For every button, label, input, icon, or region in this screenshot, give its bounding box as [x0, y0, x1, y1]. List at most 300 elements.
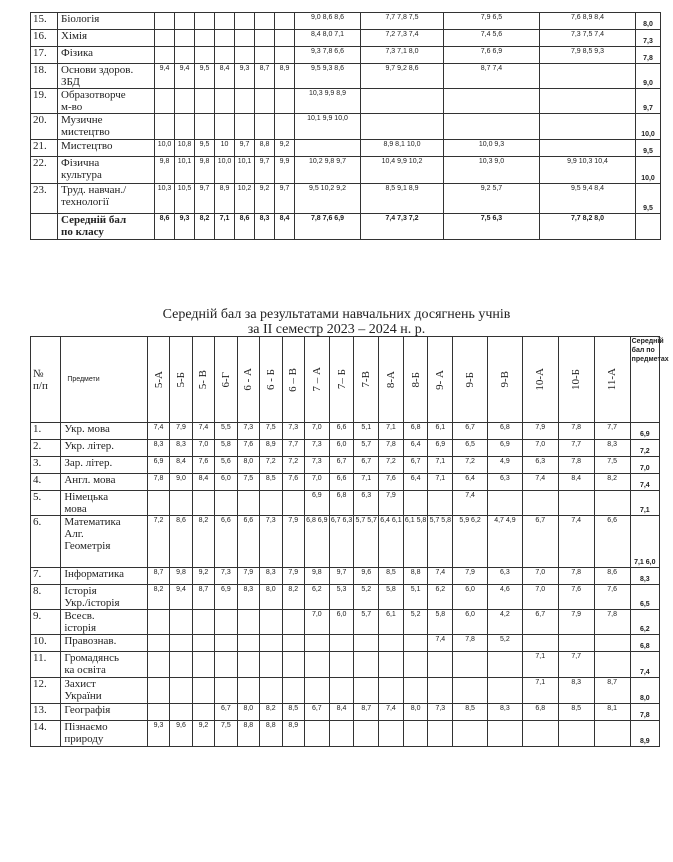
- grade-cell: [522, 721, 558, 747]
- grade-cell: 9,2: [255, 184, 275, 214]
- average-cell: 9,5: [636, 140, 661, 157]
- grade-cell: 6,0: [453, 610, 488, 635]
- average-cell: 8,0: [630, 678, 659, 704]
- grade-cell: [379, 652, 404, 678]
- grade-cell: 8,7: [594, 678, 630, 704]
- grade-cell: 7,4: [147, 423, 169, 440]
- row-number: 19.: [31, 89, 58, 114]
- grade-cell: 9,6: [354, 568, 379, 585]
- grade-cell: [170, 704, 192, 721]
- subject-row: [31, 610, 660, 635]
- grade-cell: 7,9: [170, 423, 192, 440]
- grade-cell: 6,6: [237, 516, 259, 568]
- grade-cell: 6,4: [403, 440, 428, 457]
- grade-cell: 8,4: [275, 214, 295, 240]
- grade-cell: [282, 678, 304, 704]
- grade-cell: 7,3: [428, 704, 453, 721]
- grade-cell: 8,6: [594, 568, 630, 585]
- grade-cell: [488, 721, 523, 747]
- grade-cell: 6,8: [488, 423, 523, 440]
- grade-cell: 9,7 9,2 8,6: [361, 64, 444, 89]
- subject-name: Правознав.: [61, 635, 147, 652]
- grade-cell: 8,7: [354, 704, 379, 721]
- grade-cell: 9,2 5,7: [444, 184, 540, 214]
- subject-name: Математика Алг. Геометрія: [61, 516, 147, 568]
- class-header: [192, 337, 214, 423]
- subject-row: [31, 704, 660, 721]
- grade-cell: [260, 491, 282, 516]
- grade-cell: 8,2: [147, 585, 169, 610]
- grade-cell: [275, 47, 295, 64]
- grade-cell: 7,8: [558, 568, 594, 585]
- grade-cell: 6,2: [304, 585, 329, 610]
- row-number: 1.: [31, 423, 61, 440]
- top-table-row: [31, 157, 661, 184]
- grade-cell: [295, 140, 361, 157]
- grade-cell: 5,2: [354, 585, 379, 610]
- grade-cell: 7,9 8,5 9,3: [540, 47, 636, 64]
- grade-cell: [235, 89, 255, 114]
- class-label: 5-А: [152, 370, 165, 389]
- grade-cell: [453, 678, 488, 704]
- class-label: 8-Б: [409, 371, 422, 388]
- class-label: 7 – А: [310, 367, 323, 392]
- row-number: 5.: [31, 491, 61, 516]
- grade-cell: 6,7: [522, 516, 558, 568]
- grade-cell: [147, 704, 169, 721]
- average-cell: 7,3: [636, 30, 661, 47]
- grade-cell: 8,5: [558, 704, 594, 721]
- average-cell: 9,5: [636, 184, 661, 214]
- grade-cell: 7,0: [522, 585, 558, 610]
- grade-cell: 10,3: [155, 184, 175, 214]
- report-title: Середній бал за результатами навчальних досягнень учнів: [162, 307, 511, 322]
- average-cell: 10,0: [636, 114, 661, 140]
- grade-cell: [428, 721, 453, 747]
- grade-cell: 8,8: [255, 140, 275, 157]
- grade-cell: 7,3: [260, 516, 282, 568]
- grade-cell: 8,2: [195, 214, 215, 240]
- subject-row: [31, 457, 660, 474]
- class-label: 5-Б: [174, 371, 187, 388]
- grade-cell: [282, 491, 304, 516]
- grade-cell: [170, 635, 192, 652]
- grade-cell: 9,7: [275, 184, 295, 214]
- grade-cell: [329, 678, 354, 704]
- grade-cell: [195, 13, 215, 30]
- grade-cell: 7,0: [522, 568, 558, 585]
- grade-cell: [215, 610, 237, 635]
- grade-cell: 10,1 9,9 10,0: [295, 114, 361, 140]
- grade-cell: [155, 13, 175, 30]
- grade-cell: 6,8: [329, 491, 354, 516]
- average-cell: 7,4: [630, 474, 659, 491]
- grade-cell: [147, 678, 169, 704]
- grade-cell: [175, 114, 195, 140]
- grade-cell: [594, 721, 630, 747]
- average-cell: 8,0: [636, 13, 661, 30]
- row-number: [31, 214, 58, 240]
- grade-cell: 7,3: [237, 423, 259, 440]
- subject-name: Пізнаємо природу: [61, 721, 147, 747]
- grade-cell: 8,7: [147, 568, 169, 585]
- grade-cell: [444, 89, 540, 114]
- grade-cell: 4,9: [488, 457, 523, 474]
- grade-cell: 7,1: [522, 678, 558, 704]
- grade-cell: 6,4: [453, 474, 488, 491]
- grade-cell: [594, 491, 630, 516]
- class-header: [522, 337, 558, 423]
- grade-cell: 6,3: [354, 491, 379, 516]
- grade-cell: [192, 491, 214, 516]
- grade-cell: 5,5: [215, 423, 237, 440]
- grade-cell: 7,6: [594, 585, 630, 610]
- grade-cell: 7,8: [558, 423, 594, 440]
- grade-cell: 8,5 9,1 8,9: [361, 184, 444, 214]
- grade-cell: [255, 114, 275, 140]
- grade-cell: 6,5: [453, 440, 488, 457]
- subject-name: Основи здоров. ЗБД: [58, 64, 155, 89]
- class-label: 6 - А: [242, 368, 255, 391]
- grade-cell: [403, 635, 428, 652]
- row-number: 9.: [31, 610, 61, 635]
- grade-cell: 6,6: [329, 474, 354, 491]
- grade-cell: 8,9: [275, 64, 295, 89]
- top-table-row: [31, 140, 661, 157]
- grade-cell: [329, 652, 354, 678]
- grade-cell: 5,3: [329, 585, 354, 610]
- subject-name: Образотворче м-во: [58, 89, 155, 114]
- grade-cell: [304, 721, 329, 747]
- grade-cell: [215, 652, 237, 678]
- grade-cell: [540, 89, 636, 114]
- grade-cell: 8,3: [255, 214, 275, 240]
- grade-cell: 10,3 9,9 8,9: [295, 89, 361, 114]
- class-header: [215, 337, 237, 423]
- subject-row: [31, 516, 660, 568]
- class-label: 11-А: [606, 368, 619, 391]
- row-number: 11.: [31, 652, 61, 678]
- grade-cell: 10,4 9,9 10,2: [361, 157, 444, 184]
- grade-cell: 7,0: [304, 610, 329, 635]
- average-cell: 7,2: [630, 440, 659, 457]
- grade-cell: 8,9 8,1 10,0: [361, 140, 444, 157]
- grade-cell: 5,1: [354, 423, 379, 440]
- class-header: [170, 337, 192, 423]
- average-cell: 7,1 6,0: [630, 516, 659, 568]
- row-number: 17.: [31, 47, 58, 64]
- grade-cell: 5,7 5,7: [354, 516, 379, 568]
- grade-cell: [192, 635, 214, 652]
- grade-cell: 7,1: [428, 457, 453, 474]
- grade-cell: 6,7: [329, 457, 354, 474]
- grade-cell: 8,4: [329, 704, 354, 721]
- grade-cell: [260, 635, 282, 652]
- grade-cell: 8,6: [155, 214, 175, 240]
- average-cell: 9,0: [636, 64, 661, 89]
- grade-cell: 8,4: [170, 457, 192, 474]
- grade-cell: 7,1: [522, 652, 558, 678]
- grade-cell: 7,1: [215, 214, 235, 240]
- average-cell: 8,9: [630, 721, 659, 747]
- grade-cell: 8,9: [215, 184, 235, 214]
- grade-cell: 7,7: [558, 652, 594, 678]
- grade-cell: [235, 114, 255, 140]
- grade-cell: [403, 491, 428, 516]
- grade-cell: 7,6: [192, 457, 214, 474]
- grade-cell: [170, 652, 192, 678]
- row-number: 15.: [31, 13, 58, 30]
- grade-cell: [175, 30, 195, 47]
- subject-row: [31, 440, 660, 457]
- class-header: [558, 337, 594, 423]
- row-number: 20.: [31, 114, 58, 140]
- grade-cell: [275, 30, 295, 47]
- grade-cell: [594, 652, 630, 678]
- row-number: 21.: [31, 140, 58, 157]
- class-label: 6 – В: [287, 367, 300, 392]
- grade-cell: 6,9: [428, 440, 453, 457]
- grade-cell: 8,7: [192, 585, 214, 610]
- class-header: [379, 337, 404, 423]
- grade-cell: 10,0 9,3: [444, 140, 540, 157]
- row-number: 12.: [31, 678, 61, 704]
- grade-cell: 10: [215, 140, 235, 157]
- second-semester-table: [30, 336, 669, 747]
- subject-name: Німецька мова: [61, 491, 147, 516]
- grade-cell: 9,7: [329, 568, 354, 585]
- grade-cell: 9,7: [235, 140, 255, 157]
- row-number: 3.: [31, 457, 61, 474]
- grade-cell: 7,4: [522, 474, 558, 491]
- grade-cell: 8,3: [237, 585, 259, 610]
- grade-cell: 9,5: [195, 140, 215, 157]
- grade-cell: 6,3: [522, 457, 558, 474]
- grade-cell: 6,4: [403, 474, 428, 491]
- grade-cell: 7,9: [453, 568, 488, 585]
- grade-cell: 6,7: [215, 704, 237, 721]
- grade-cell: 7,5: [237, 474, 259, 491]
- grade-cell: [235, 13, 255, 30]
- header-subjects: Предмети: [61, 337, 147, 423]
- grade-cell: 8,3: [260, 568, 282, 585]
- grade-cell: 8,0: [237, 704, 259, 721]
- grade-cell: 5,1: [403, 585, 428, 610]
- grade-cell: [329, 635, 354, 652]
- subject-name: Музичне мистецтво: [58, 114, 155, 140]
- grade-cell: 10,5: [175, 184, 195, 214]
- average-cell: 9,7: [636, 89, 661, 114]
- row-number: 4.: [31, 474, 61, 491]
- class-header: [403, 337, 428, 423]
- grade-cell: 8,8: [260, 721, 282, 747]
- average-cell: 6,5: [630, 585, 659, 610]
- grade-cell: 8,4: [192, 474, 214, 491]
- grade-cell: 7,2: [379, 457, 404, 474]
- grade-cell: 6,7: [453, 423, 488, 440]
- grade-cell: 9,7: [255, 157, 275, 184]
- row-number: 14.: [31, 721, 61, 747]
- grade-cell: [379, 635, 404, 652]
- grade-cell: [215, 678, 237, 704]
- grade-cell: [260, 652, 282, 678]
- grade-cell: 9,4: [155, 64, 175, 89]
- grade-cell: [275, 13, 295, 30]
- grade-cell: 6,7: [522, 610, 558, 635]
- grade-cell: [304, 652, 329, 678]
- grade-cell: 5,6: [215, 457, 237, 474]
- class-label: 10-Б: [570, 369, 583, 390]
- grade-cell: 7,2: [282, 457, 304, 474]
- grade-cell: 7,4: [192, 423, 214, 440]
- subject-row: [31, 585, 660, 610]
- grade-cell: [304, 678, 329, 704]
- subject-name: Фізика: [58, 47, 155, 64]
- grade-cell: 8,3: [488, 704, 523, 721]
- grade-cell: [403, 678, 428, 704]
- top-table-row: [31, 184, 661, 214]
- grade-cell: [354, 678, 379, 704]
- grade-cell: 8,5: [260, 474, 282, 491]
- subject-row: [31, 491, 660, 516]
- grade-cell: 7,2: [260, 457, 282, 474]
- grade-cell: [237, 635, 259, 652]
- grade-cell: 9,8: [155, 157, 175, 184]
- grade-cell: 9,0 8,6 8,6: [295, 13, 361, 30]
- grade-cell: 7,2 7,3 7,4: [361, 30, 444, 47]
- subject-name: Всесв. історія: [61, 610, 147, 635]
- grade-cell: 8,5: [379, 568, 404, 585]
- grade-cell: 6,8: [403, 423, 428, 440]
- grade-cell: 10,2 9,8 9,7: [295, 157, 361, 184]
- grade-cell: 9,8: [304, 568, 329, 585]
- grade-cell: 5,2: [488, 635, 523, 652]
- grade-cell: 6,6: [594, 516, 630, 568]
- grade-cell: 8,3: [147, 440, 169, 457]
- subject-row: [31, 635, 660, 652]
- grade-cell: 6,0: [329, 440, 354, 457]
- average-cell: 6,8: [630, 635, 659, 652]
- grade-cell: [255, 30, 275, 47]
- grade-cell: 9,3 7,8 6,6: [295, 47, 361, 64]
- grade-cell: 7,6: [237, 440, 259, 457]
- class-label: 6-Г: [219, 371, 232, 388]
- grade-cell: [428, 678, 453, 704]
- grade-cell: [428, 491, 453, 516]
- grade-cell: [215, 47, 235, 64]
- grade-cell: 7,0: [192, 440, 214, 457]
- class-header: [329, 337, 354, 423]
- grade-cell: 7,8: [379, 440, 404, 457]
- grade-cell: [255, 47, 275, 64]
- grade-cell: [192, 678, 214, 704]
- average-cell: 7,8: [630, 704, 659, 721]
- grade-cell: 6,3: [488, 568, 523, 585]
- grade-cell: 7,5: [215, 721, 237, 747]
- grade-cell: [594, 635, 630, 652]
- grade-cell: 7,4: [428, 635, 453, 652]
- grade-cell: 7,6 8,9 8,4: [540, 13, 636, 30]
- subject-name: Історія Укр./історія: [61, 585, 147, 610]
- grade-cell: [361, 114, 444, 140]
- grade-cell: 7,7 7,8 7,5: [361, 13, 444, 30]
- grade-cell: [540, 114, 636, 140]
- grade-cell: [379, 678, 404, 704]
- grade-cell: 8,9: [282, 721, 304, 747]
- grade-cell: 7,8: [453, 635, 488, 652]
- grade-cell: [192, 610, 214, 635]
- grade-cell: 8,9: [260, 440, 282, 457]
- grade-cell: 8,2: [594, 474, 630, 491]
- grade-cell: 8,3: [594, 440, 630, 457]
- grade-cell: 7,9: [282, 516, 304, 568]
- subject-name: Громадянсь ка освіта: [61, 652, 147, 678]
- grade-cell: 6,1: [428, 423, 453, 440]
- grade-cell: 8,2: [282, 585, 304, 610]
- class-header: [453, 337, 488, 423]
- grade-cell: 5,8: [379, 585, 404, 610]
- subject-name: Інформатика: [61, 568, 147, 585]
- class-label: 8-А: [384, 370, 397, 389]
- grade-cell: [175, 89, 195, 114]
- grade-cell: 9,4: [170, 585, 192, 610]
- average-cell: 8,3: [630, 568, 659, 585]
- class-header: [354, 337, 379, 423]
- grade-cell: 6,0: [215, 474, 237, 491]
- grade-cell: [195, 30, 215, 47]
- grade-cell: 6,8: [522, 704, 558, 721]
- subject-row: [31, 474, 660, 491]
- grade-cell: 7,1: [354, 474, 379, 491]
- class-label: 5- В: [197, 369, 210, 390]
- top-table-row: [31, 13, 661, 30]
- grade-cell: [147, 610, 169, 635]
- grade-cell: 8,3: [170, 440, 192, 457]
- grade-cell: 7,3: [282, 423, 304, 440]
- header-average: Середній бал по предметах: [630, 337, 659, 423]
- grade-cell: 8,4: [558, 474, 594, 491]
- grade-cell: 9,2: [275, 140, 295, 157]
- class-header: [304, 337, 329, 423]
- subject-name: Географія: [61, 704, 147, 721]
- grade-cell: [235, 47, 255, 64]
- grade-cell: [170, 678, 192, 704]
- average-cell: 7,1: [630, 491, 659, 516]
- grade-cell: [215, 30, 235, 47]
- grade-cell: [558, 491, 594, 516]
- grade-cell: [361, 89, 444, 114]
- grade-cell: 5,7: [354, 440, 379, 457]
- grade-cell: 7,3 7,5 7,4: [540, 30, 636, 47]
- grade-cell: 8,5: [282, 704, 304, 721]
- grade-cell: 8,0: [403, 704, 428, 721]
- grade-cell: 9,2: [192, 721, 214, 747]
- subject-name: Укр. літер.: [61, 440, 147, 457]
- grade-cell: 10,0: [215, 157, 235, 184]
- grade-cell: 10,1: [235, 157, 255, 184]
- row-number: 16.: [31, 30, 58, 47]
- grade-cell: 4,7 4,9: [488, 516, 523, 568]
- class-header: [147, 337, 169, 423]
- subject-name: Хімія: [58, 30, 155, 47]
- grade-cell: 8,7 7,4: [444, 64, 540, 89]
- grade-cell: 7,6 6,9: [444, 47, 540, 64]
- grade-cell: 7,2: [147, 516, 169, 568]
- grade-cell: 7,7 8,2 8,0: [540, 214, 636, 240]
- grade-cell: [354, 635, 379, 652]
- subject-name: Труд. навчан./ технології: [58, 184, 155, 214]
- grade-cell: 7,4: [558, 516, 594, 568]
